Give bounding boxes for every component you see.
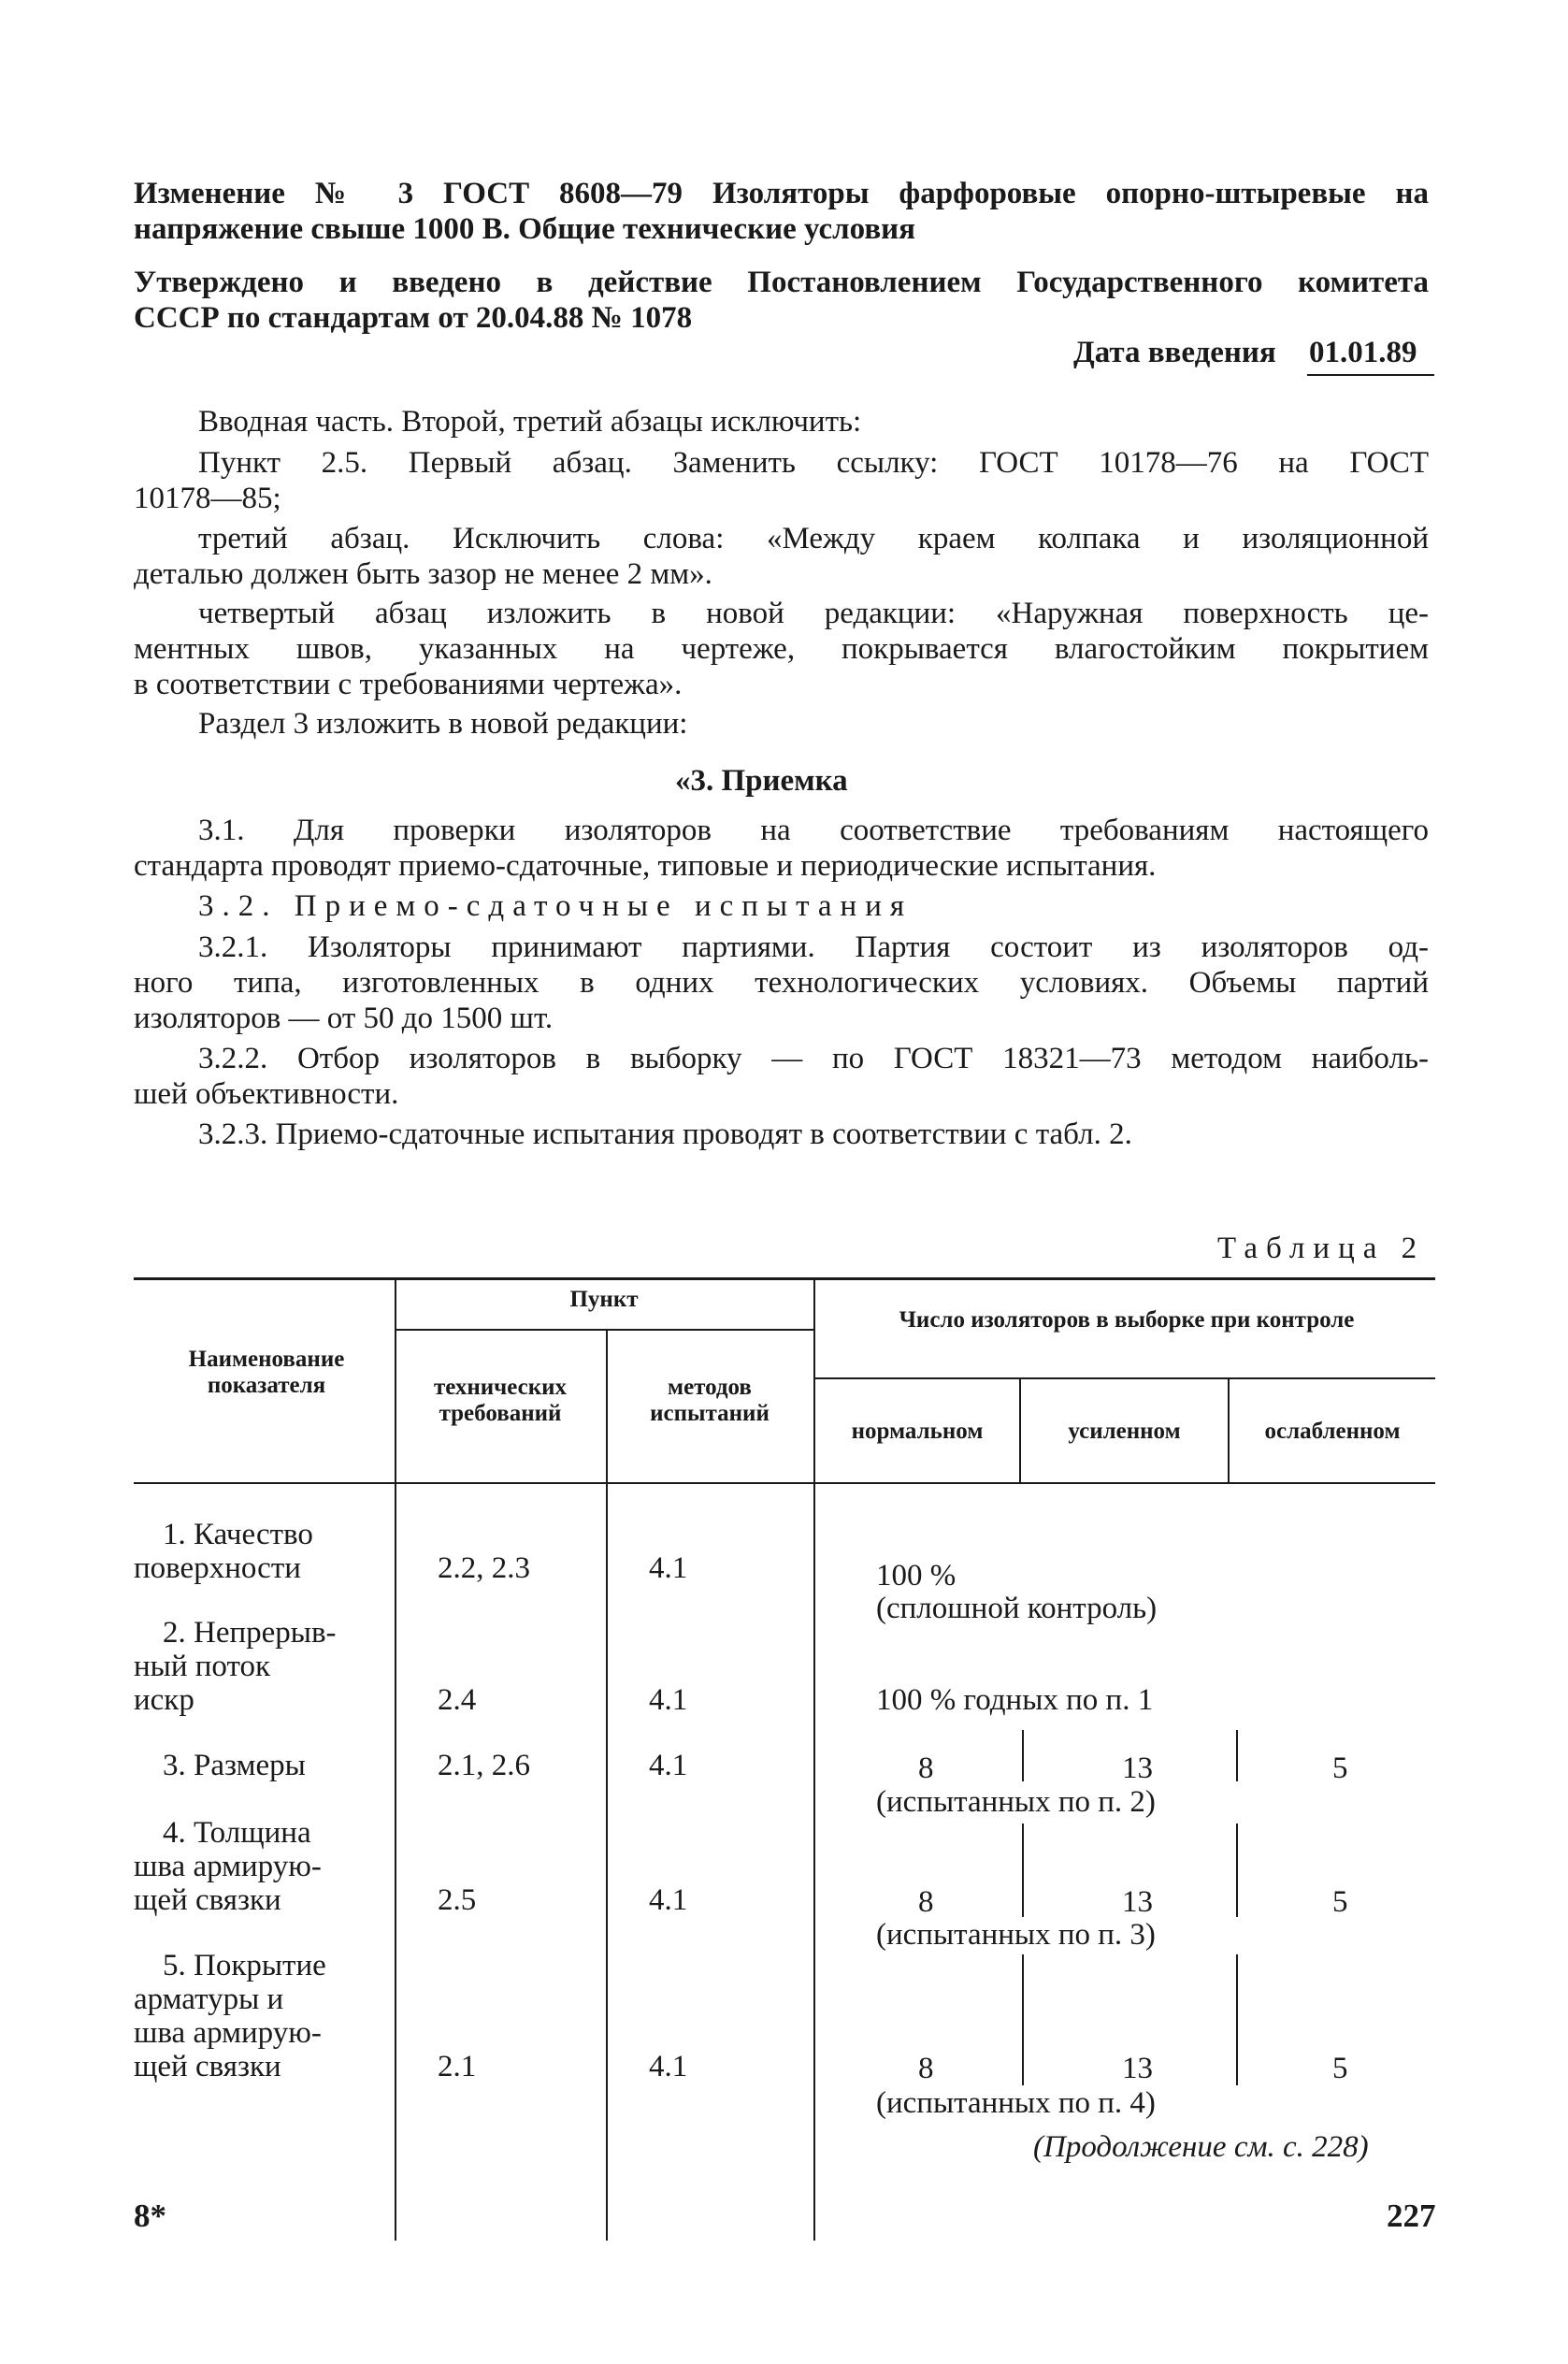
header-technical-requirements: технических требований [433, 1375, 568, 1426]
row-3-divider-a [1022, 1730, 1024, 1781]
clause-3-2-3: 3.2.3. Приемо-сдаточные испытания проводят в соответствии с табл. 2. [198, 1117, 1132, 1151]
clause-3-2-1-line-1: 3.2.1. Изоляторы принимают партиями. Партия состоит из изоляторов од- [198, 930, 1429, 964]
effective-date-label: Дата введения [1073, 336, 1276, 369]
approval-line-1: Утверждено и введено в действие Постановлением Государственного комитета [134, 266, 1429, 299]
table-header-bottom-rule [134, 1482, 1435, 1484]
table-caption: Таблица 2 [1217, 1232, 1426, 1265]
row-5-divider-b [1236, 1954, 1238, 2085]
count-header-rule [813, 1377, 1435, 1379]
row-5-name-line-4: щей связки [134, 2050, 281, 2083]
fourth-paragraph-line-1: четвертый абзац изложить в новой редакции: «Наружная поверхность це- [198, 597, 1429, 630]
header-weakened-control: ослабленном [1264, 1419, 1401, 1444]
clause-3-2-heading: 3.2. Приемо-сдаточные испытания [198, 889, 913, 923]
row-3-normal: 8 [918, 1751, 934, 1785]
row-3-note: (испытанных по п. 2) [876, 1785, 1156, 1819]
row-2-tech-requirements: 2.4 [438, 1683, 477, 1717]
section-title: «3. Приемка [675, 764, 848, 798]
row-4-note: (испытанных по п. 3) [876, 1918, 1156, 1952]
row-5-name-line-2: арматуры и [134, 1982, 284, 2016]
row-5-strengthened: 13 [1122, 2052, 1153, 2085]
row-4-divider-a [1022, 1823, 1024, 1917]
row-4-name-line-3: щей связки [134, 1883, 281, 1917]
date-underline [1307, 374, 1434, 376]
row-5-weakened: 5 [1332, 2052, 1348, 2085]
row-5-name-line-3: шва армирую- [134, 2016, 322, 2050]
fourth-paragraph-line-2: ментных швов, указанных на чертеже, покрывается влагостойким покрытием [134, 632, 1429, 666]
effective-date-value: 01.01.89 [1309, 336, 1417, 369]
row-3-strengthened: 13 [1122, 1751, 1153, 1785]
intro-paragraph: Вводная часть. Второй, третий абзацы исключить: [198, 405, 862, 439]
row-5-name-line-1: 5. Покрытие [163, 1949, 326, 1982]
row-4-name-line-1: 4. Толщина [163, 1816, 311, 1850]
clause-3-2-2-line-2: шей объективности. [134, 1077, 399, 1111]
row-5-normal: 8 [918, 2052, 934, 2085]
row-5-note: (испытанных по п. 4) [876, 2086, 1156, 2120]
column-divider-2 [606, 1329, 608, 2241]
row-1-name-line-1: 1. Качество [163, 1518, 313, 1551]
header-punkt: Пункт [569, 1287, 639, 1312]
header-normal-control: нормальном [851, 1419, 984, 1444]
fourth-paragraph-line-3: в соответствии с требованиями чертежа». [134, 668, 683, 701]
row-1-sample-note: (сплошной контроль) [876, 1592, 1158, 1625]
continuation-note: (Продолжение см. с. 228) [1033, 2130, 1369, 2164]
header-indicator-name: Наименование показателя [188, 1347, 345, 1398]
clause-3-2-1-line-3: изоляторов — от 50 до 1500 шт. [134, 1002, 554, 1035]
row-4-normal: 8 [918, 1885, 934, 1919]
row-3-name: 3. Размеры [163, 1749, 306, 1782]
row-4-divider-b [1236, 1823, 1238, 1917]
clause-3-1-line-1: 3.1. Для проверки изоляторов на соответствие требованиям настоящего [198, 814, 1429, 847]
row-4-weakened: 5 [1332, 1885, 1348, 1919]
header-test-methods: методов испытаний [650, 1375, 770, 1426]
header-strengthened-control: усиленном [1068, 1419, 1181, 1444]
item-2-5-line-2: 10178—85; [134, 482, 281, 515]
row-2-test-method: 4.1 [649, 1683, 688, 1717]
row-5-divider-a [1022, 1954, 1024, 2085]
footer-signature-mark: 8* [134, 2198, 166, 2234]
approval-line-2: СССР по стандартам от 20.04.88 № 1078 [134, 301, 693, 335]
table-top-rule [134, 1277, 1435, 1280]
item-2-5-line-1: Пункт 2.5. Первый абзац. Заменить ссылку: ГОСТ 10178—76 на ГОСТ [198, 446, 1429, 480]
row-4-tech-requirements: 2.5 [438, 1883, 477, 1917]
row-4-strengthened: 13 [1122, 1885, 1153, 1919]
row-3-test-method: 4.1 [649, 1749, 688, 1782]
row-4-name-line-2: шва армирую- [134, 1850, 322, 1883]
header-sample-count: Число изоляторов в выборке при контроле [899, 1307, 1355, 1333]
row-2-name-line-1: 2. Непрерыв- [163, 1616, 337, 1650]
row-2-name-line-2: ный поток [134, 1650, 270, 1683]
row-4-test-method: 4.1 [649, 1883, 688, 1917]
clause-3-1-line-2: стандарта проводят приемо-сдаточные, типовые и периодические испытания. [134, 849, 1157, 883]
row-2-sample-value: 100 % годных по п. 1 [876, 1683, 1154, 1717]
change-title-line-2: напряжение свыше 1000 В. Общие технические условия [134, 212, 916, 246]
clause-3-2-2-line-1: 3.2.2. Отбор изоляторов в выборку — по ГОСТ 18321—73 методом наиболь- [198, 1042, 1429, 1075]
row-1-name-line-2: поверхности [134, 1551, 301, 1585]
section-3-instruction: Раздел 3 изложить в новой редакции: [198, 707, 688, 741]
column-divider-1 [395, 1277, 396, 2241]
row-5-test-method: 4.1 [649, 2050, 688, 2083]
third-paragraph-line-1: третий абзац. Исключить слова: «Между краем колпака и изоляционной [198, 522, 1429, 555]
page-number: 227 [1387, 2198, 1436, 2234]
row-1-test-method: 4.1 [649, 1551, 688, 1585]
row-3-weakened: 5 [1332, 1751, 1348, 1785]
change-title-line-1: Изменение № 3 ГОСТ 8608—79 Изоляторы фарфоровые опорно-штыревые на [134, 177, 1429, 210]
row-5-tech-requirements: 2.1 [438, 2050, 477, 2083]
row-3-tech-requirements: 2.1, 2.6 [438, 1749, 530, 1782]
row-2-name-line-3: искр [134, 1683, 194, 1717]
row-1-tech-requirements: 2.2, 2.3 [438, 1551, 530, 1585]
row-3-divider-b [1236, 1730, 1238, 1781]
third-paragraph-line-2: деталью должен быть зазор не менее 2 мм». [134, 557, 712, 591]
clause-3-2-1-line-2: ного типа, изготовленных в одних технологических условиях. Объемы партий [134, 966, 1429, 1000]
punkt-header-rule [395, 1329, 813, 1331]
row-1-sample-value: 100 % [876, 1559, 957, 1593]
